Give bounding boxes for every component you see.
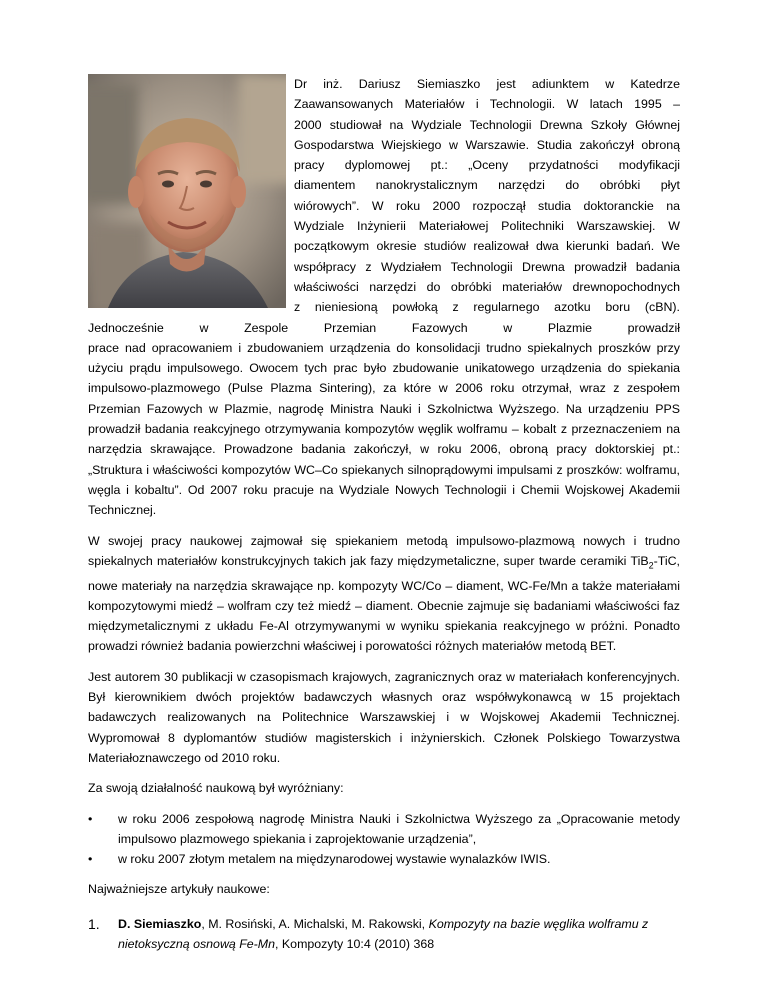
biography-page xyxy=(88,74,680,954)
intro-line: początkowym okresie studiów realizował dwa kierunki badań. We xyxy=(294,239,680,254)
intro-line: Gospodarstwa Wiejskiego w Warszawie. Studia zakończył obroną xyxy=(294,137,680,152)
portrait-photo xyxy=(88,74,286,308)
bullet-icon: • xyxy=(88,811,93,826)
intro-line: wiórowych”. W roku 2000 rozpoczął studia doktoranckie na xyxy=(294,198,680,213)
intro-line: pracy dyplomowej pt.: „Oceny przydatności modyfikacji xyxy=(294,158,680,173)
research-text-end: -TiC, nowe materiały na narzędzia skrawające np. kompozyty WC/Co – diament, WC-Fe/Mn a także materiałami kompozytowymi miedź – wolfram czy też miedź – diament. Obecnie zajmuje się badaniami właściwości faz międzymetalicznymi z układu Fe-Al otrzymywanymi w wyniku spiekania reakcyjnego w próżni. Ponadto prowadzi również badania powierzchni właściwej i porowatości różnych materiałów metodą BET. xyxy=(88,553,680,654)
article-title: Kompozyty na bazie węglika wolframu z nietoksyczną osnową Fe-Mn xyxy=(118,916,649,952)
award-text: w roku 2006 zespołową nagrodę Ministra Nauki i Szkolnictwa Wyższego za „Opracowanie metody impulsowo plazmowego spiekania i zaprojektowanie urządzenia”, xyxy=(118,811,680,846)
intro-line: Zaawansowanych Materiałów i Technologii. W latach 1995 – xyxy=(294,97,680,112)
intro-line: Wydziale Inżynierii Materiałowej Politechniki Warszawskiej. W xyxy=(294,219,680,234)
intro-line: właściwości narzędzi do obróbki materiałów drewnopochodnych xyxy=(294,279,680,294)
articles-heading: Najważniejsze artykuły naukowe: xyxy=(88,882,270,897)
articles-list xyxy=(88,914,680,955)
publications-paragraph: Jest autorem 30 publikacji w czasopismach krajowych, zagranicznych oraz w materiałach konferencyjnych. Był kierownikiem dwóch projektów badawczych własnych oraz współwykonawcą w 15 projektach badawczych realizowanych na Politechnice Warszawskiej i w Wojskowej Akademii Technicznej. Wypromował 8 dyplomantów studiów magisterskich i inżynierskich. Członek Polskiego Towarzystwa Materiałoznawczego od 2010 roku. xyxy=(88,669,680,765)
awards-heading: Za swoją działalność naukową był wyróżniany: xyxy=(88,781,344,796)
intro-line: 2000 studiował na Wydziale Technologii Drewna Szkoły Głównej xyxy=(294,117,680,132)
intro-line: współpracy z Wydziałem Technologii Drewna prowadził badania xyxy=(294,259,680,274)
research-subscript: 2 xyxy=(648,560,654,571)
research-paragraph xyxy=(88,531,680,657)
intro-line: diamentem nanokrystalicznym narzędzi do obróbki płyt xyxy=(294,178,680,193)
intro-line: z nieniesioną powłoką z regularnego azotku boru (cBN). xyxy=(294,300,680,315)
award-item xyxy=(88,849,680,869)
article-item xyxy=(88,914,680,955)
intro-line: Dr inż. Dariusz Siemiaszko jest adiunktem w Katedrze xyxy=(294,77,680,91)
awards-list xyxy=(88,809,680,870)
article-authors: , M. Rosiński, A. Michalski, M. Rakowski, xyxy=(201,916,429,931)
portrait-image xyxy=(88,74,286,308)
award-item xyxy=(88,809,680,850)
article-number: 1. xyxy=(88,915,100,932)
bullet-icon: • xyxy=(88,852,93,867)
award-text: w roku 2007 złotym metalem na międzynarodowej wystawie wynalazków IWIS. xyxy=(118,852,551,867)
research-text-start: W swojej pracy naukowej zajmował się spiekaniem metodą impulsowo-plazmową nowych i trudno spiekalnych materiałów konstrukcyjnych takich jak fazy międzymetaliczne, super twarde ceramiki TiB xyxy=(88,533,680,568)
article-author-bold: D. Siemiaszko xyxy=(118,916,202,931)
intro-line: Jednocześnie w Zespole Przemian Fazowych w Plazmie prowadził xyxy=(88,320,680,335)
article-source: , Kompozyty 10:4 (2010) 368 xyxy=(275,937,435,952)
intro-paragraph-continued: prace nad opracowaniem i zbudowaniem urządzenia do konsolidacji trudno spiekalnych proszków przy użyciu prądu impulsowego. Owocem tych prac było zbudowanie unikatowego urządzenia do spiekania impulsowo-plazmowego (Pulse Plazma Sintering), za które w 2006 roku otrzymał, wraz z zespołem Przemian Fazowych w Plazmie, nagrodę Ministra Nauki i Szkolnictwa Wyższego. Na urządzeniu PPS prowadził badania reakcyjnego otrzymywania kompozytów węglik wolframu – kobalt z przeznaczeniem na narzędzia skrawające. Prowadzone badania zakończył, w roku 2006, obroną pracy doktorskiej pt.: „Struktura i właściwości kompozytów WC–Co spiekanych silnoprądowymi impulsami z proszków: wolframu, węgla i kobaltu”. Od 2007 roku pracuje na Wydziale Nowych Technologii i Chemii Wojskowej Akademii Technicznej. xyxy=(88,340,680,518)
